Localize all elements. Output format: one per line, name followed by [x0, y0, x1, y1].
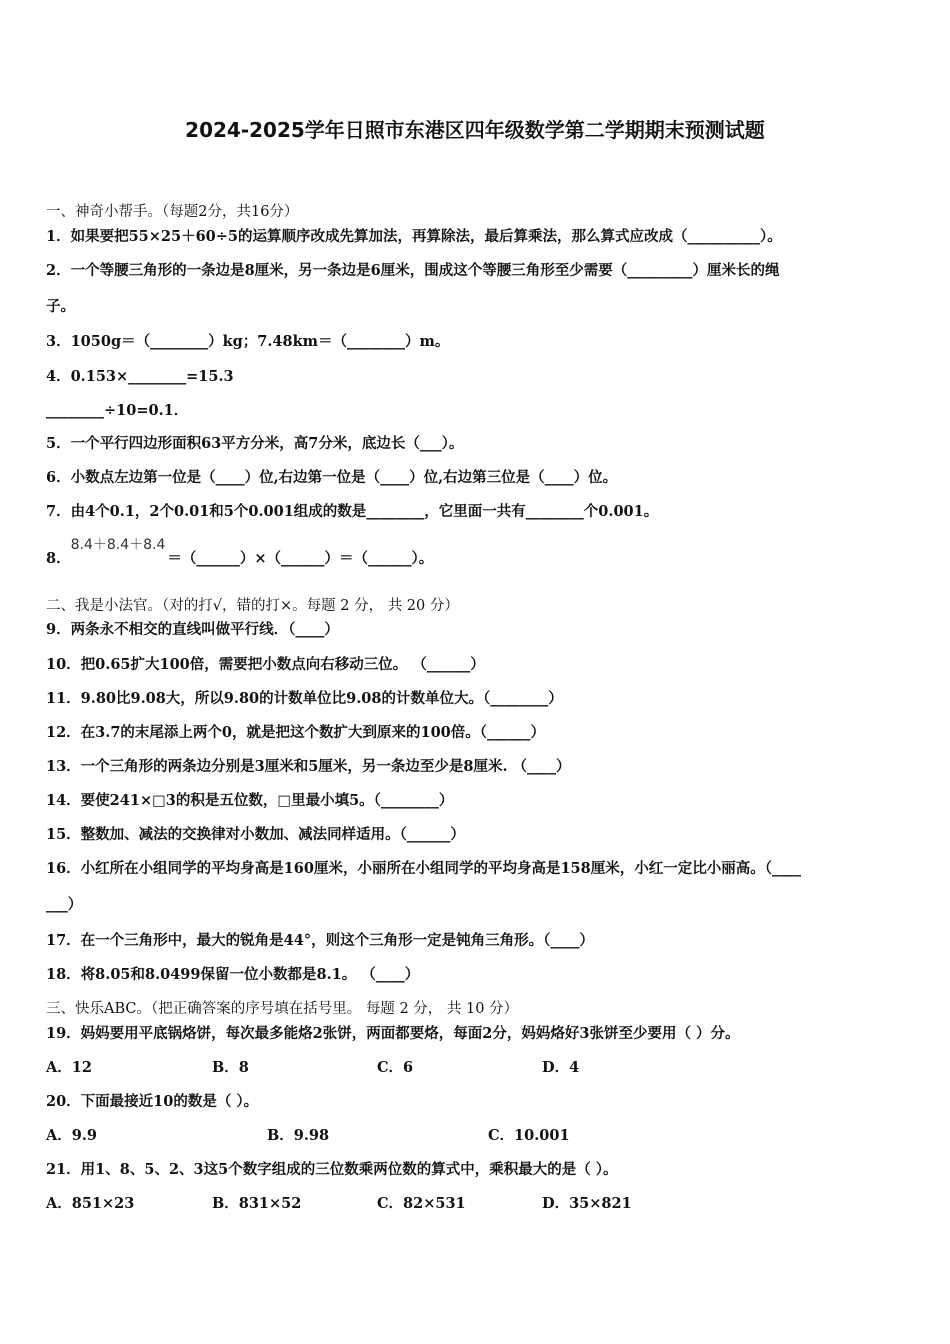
question-16-continued: ___） [46, 896, 83, 913]
question-2: 2．一个等腰三角形的一条边是8厘米，另一条边是6厘米，围成这个等腰三角形至少需要（_________）厘米长的绳 [46, 262, 780, 279]
q20-option-a: A．9.9 [46, 1127, 97, 1144]
question-17: 17．在一个三角形中，最大的锐角是44°，则这个三角形一定是钝角三角形。（____） [46, 932, 594, 949]
question-11: 11．9.80比9.08大，所以9.80的计数单位比9.08的计数单位大。（________） [46, 690, 563, 707]
q19-option-a: A．12 [46, 1059, 92, 1076]
question-13: 13．一个三角形的两条边分别是3厘米和5厘米，另一条边至少是8厘米. （____） [46, 758, 571, 775]
question-4: 4．0.153×________=15.3 [46, 368, 234, 385]
q20-option-b: B．9.98 [267, 1127, 330, 1144]
question-18: 18．将8.05和8.0499保留一位小数都是8.1。 （____） [46, 966, 420, 983]
question-8-formula: 8.4＋8.4＋8.4 [70, 537, 166, 553]
question-4-continued: ________÷10=0.1． [46, 402, 189, 419]
question-2-continued: 子。 [46, 298, 75, 315]
question-6: 6．小数点左边第一位是（____）位,右边第一位是（____）位,右边第三位是（____）位。 [46, 469, 618, 486]
question-8 [46, 537, 434, 569]
question-7: 7．由4个0.1，2个0.01和5个0.001组成的数是________，它里面一共有________个0.001。 [46, 503, 659, 520]
question-3: 3．1050g＝（________）kg；7.48km＝（________）m。 [46, 333, 450, 350]
question-14: 14．要使241×□3的积是五位数，□里最小填5。（________） [46, 792, 454, 809]
question-9: 9．两条永不相交的直线叫做平行线．（____） [46, 621, 339, 638]
question-15: 15．整数加、减法的交换律对小数加、减法同样适用。（______） [46, 826, 465, 843]
q19-option-c: C．6 [377, 1059, 414, 1076]
section-heading-2: 二、我是小法官。（对的打√，错的打×。每题 2 分， 共 20 分） [46, 598, 459, 614]
q21-option-a: A．851×23 [46, 1195, 135, 1212]
q19-option-d: D．4 [542, 1059, 580, 1076]
question-1: 1．如果要把55×25＋60÷5的运算顺序改成先算加法，再算除法，最后算乘法，那么算式应改成（__________）。 [46, 228, 782, 245]
q21-option-d: D．35×821 [542, 1195, 632, 1212]
q21-option-b: B．831×52 [212, 1195, 302, 1212]
page-title: 2024-2025学年日照市东港区四年级数学第二学期期末预测试题 [185, 118, 765, 142]
question-8-blanks: ＝（______）×（______）＝（______）。 [167, 550, 434, 567]
q20-option-c: C．10.001 [488, 1127, 570, 1144]
question-5: 5．一个平行四边形面积63平方分米，高7分米，底边长（___）。 [46, 435, 464, 452]
section-heading-1: 一、神奇小帮手。（每题2分，共16分） [46, 204, 299, 220]
question-16: 16．小红所在小组同学的平均身高是160厘米，小丽所在小组同学的平均身高是158厘米，小红一定比小丽高。（____ [46, 860, 801, 877]
question-19: 19．妈妈要用平底锅烙饼，每次最多能烙2张饼，两面都要烙，每面2分，妈妈烙好3张饼至少要用（ ）分。 [46, 1025, 740, 1042]
question-21: 21．用1、8、5、2、3这5个数字组成的三位数乘两位数的算式中，乘积最大的是（ ）。 [46, 1161, 618, 1178]
question-20: 20．下面最接近10的数是（ ）。 [46, 1093, 259, 1110]
q19-option-b: B．8 [212, 1059, 249, 1076]
question-12: 12．在3.7的末尾添上两个0，就是把这个数扩大到原来的100倍。（______） [46, 724, 546, 741]
question-10: 10．把0.65扩大100倍，需要把小数点向右移动三位。 （______） [46, 656, 485, 673]
section-heading-3: 三、快乐ABC。（把正确答案的序号填在括号里。 每题 2 分， 共 10 分） [46, 1001, 519, 1017]
question-8-number: 8． [46, 550, 71, 567]
q21-option-c: C．82×531 [377, 1195, 466, 1212]
